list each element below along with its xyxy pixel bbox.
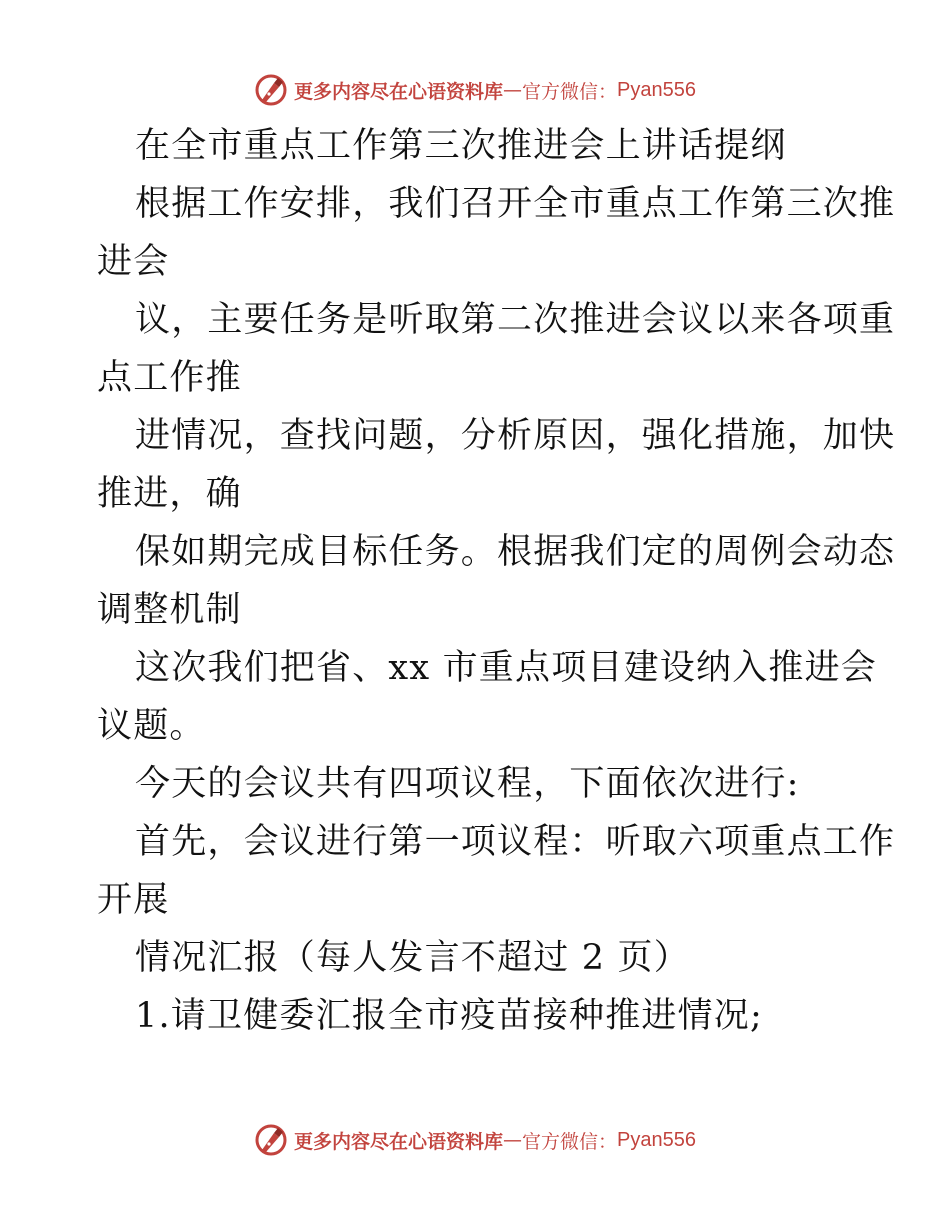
text-line: 根据工作安排，我们召开全市重点工作第三次推 [135,184,896,224]
text-line: 议题。 [97,706,206,746]
text-line: 首先，会议进行第一项议程：听取六项重点工作 [135,822,896,862]
document-title: 在全市重点工作第三次推进会上讲话提纲 [135,126,787,166]
banner-official-label: 官方微信： [522,80,618,103]
text-line: 这次我们把省、xx 市重点项目建设纳入推进会 [135,648,878,688]
text-line: 1.请卫健委汇报全市疫苗接种推进情况; [135,996,763,1036]
text-line: 情况汇报（每人发言不超过 2 页） [135,938,690,978]
text-line: 开展 [97,880,170,920]
text-line: 今天的会议共有四项议程，下面依次进行: [135,764,800,804]
banner-text: 更多内容尽在心语资料库 [294,80,504,103]
text-line: 调整机制 [97,590,242,630]
document-body [97,117,896,1045]
banner-official-label: 官方微信： [522,1130,618,1153]
text-line: 进会 [97,242,170,282]
banner-dash: — [503,79,523,101]
pen-logo-icon [254,1123,288,1157]
banner-dash: — [503,1129,523,1151]
header-banner [0,70,950,110]
banner-wechat-id: Pyan556 [617,1128,696,1151]
text-line: 议，主要任务是听取第二次推进会议以来各项重 [135,300,896,340]
footer-banner [0,1120,950,1160]
text-line: 进情况，查找问题，分析原因，强化措施，加快 [135,416,896,456]
text-line: 保如期完成目标任务。根据我们定的周例会动态 [135,532,896,572]
pen-logo-icon [254,73,288,107]
text-line: 点工作推 [97,358,242,398]
banner-wechat-id: Pyan556 [617,78,696,101]
banner-text: 更多内容尽在心语资料库 [294,1130,504,1153]
text-line: 推进，确 [97,474,242,514]
